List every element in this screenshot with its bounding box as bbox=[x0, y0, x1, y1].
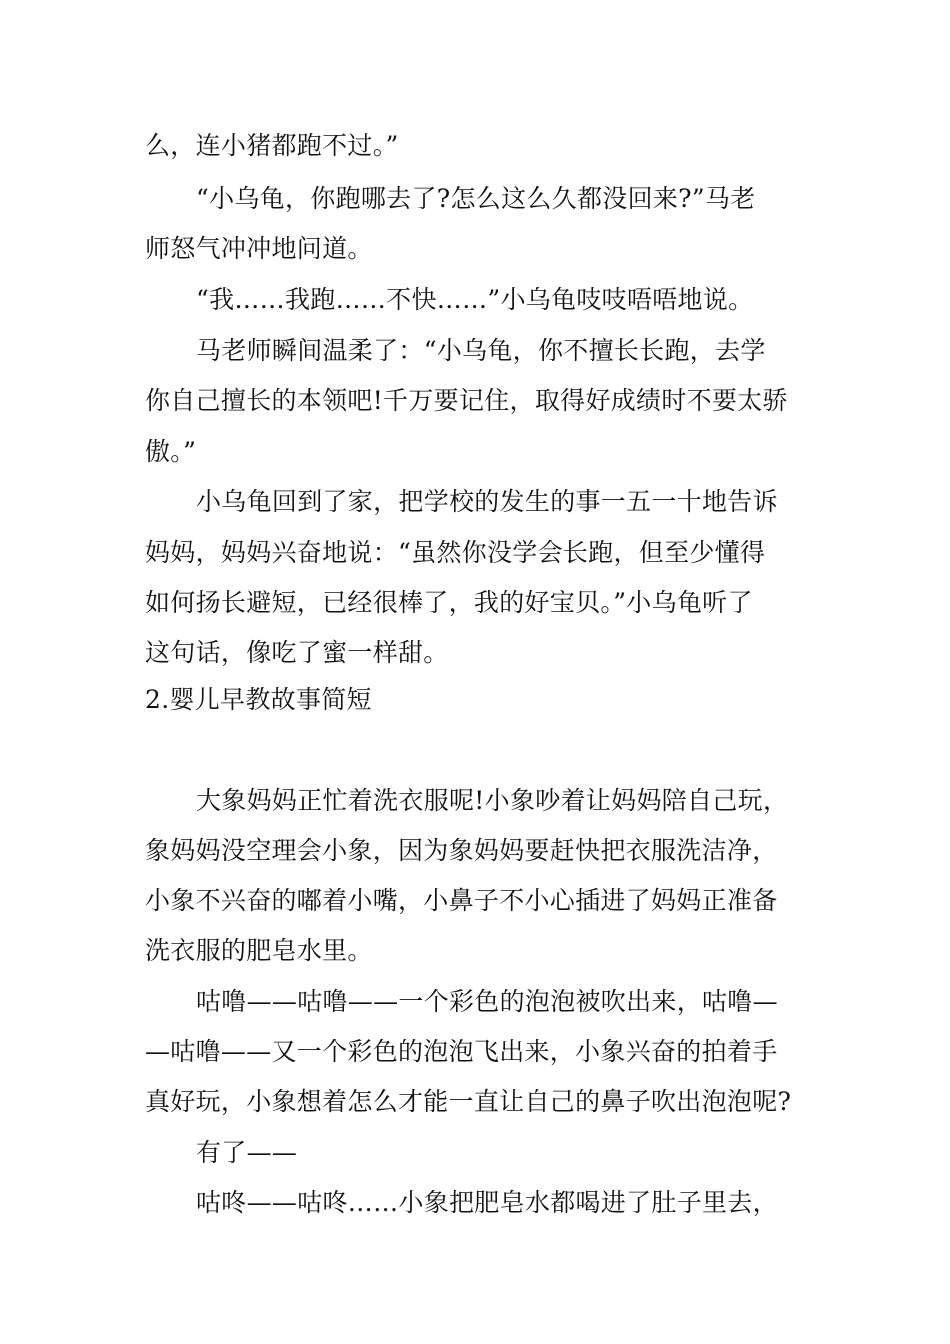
text-line: 小象不兴奋的嘟着小嘴，小鼻子不小心插进了妈妈正准备 bbox=[145, 886, 778, 915]
text-line: 象妈妈没空理会小象，因为象妈妈要赶快把衣服洗洁净， bbox=[145, 836, 778, 865]
text-line: 么，连小猪都跑不过。” bbox=[145, 131, 399, 160]
text-line: 你自己擅长的本领吧!千万要记住，取得好成绩时不要太骄 bbox=[145, 386, 788, 415]
text-line: “我……我跑……不快……”小乌龟吱吱唔唔地说。 bbox=[196, 285, 754, 314]
text-line: “小乌龟，你跑哪去了?怎么这么久都没回来?”马老 bbox=[196, 184, 756, 213]
text-line: 如何扬长避短，已经很棒了，我的好宝贝。”小乌龟听了 bbox=[145, 588, 753, 617]
text-line: 洗衣服的肥皂水里。 bbox=[145, 936, 373, 965]
text-line: 马老师瞬间温柔了：“小乌龟，你不擅长长跑，去学 bbox=[196, 336, 766, 365]
text-line: 真好玩，小象想着怎么才能一直让自己的鼻子吹出泡泡呢? bbox=[145, 1087, 792, 1116]
text-line: 傲。” bbox=[145, 437, 197, 466]
text-line: 妈妈，妈妈兴奋地说：“虽然你没学会长跑，但至少懂得 bbox=[145, 538, 766, 567]
text-line: 咕咚——咕咚……小象把肥皂水都喝进了肚子里去， bbox=[196, 1188, 778, 1217]
text-line: 咕噜——咕噜——一个彩色的泡泡被吹出来，咕噜— bbox=[196, 987, 778, 1016]
text-line: 大象妈妈正忙着洗衣服呢!小象吵着让妈妈陪自己玩， bbox=[196, 786, 789, 815]
text-line: —咕噜——又一个彩色的泡泡飞出来，小象兴奋的拍着手 bbox=[145, 1037, 778, 1066]
text-line: 这句话，像吃了蜜一样甜。 bbox=[145, 638, 449, 667]
text-line: 有了—— bbox=[196, 1138, 298, 1167]
section-heading: 2.婴儿早教故事简短 bbox=[145, 685, 372, 714]
text-line: 小乌龟回到了家，把学校的发生的事一五一十地告诉 bbox=[196, 487, 778, 516]
text-line: 师怒气冲冲地问道。 bbox=[145, 234, 373, 263]
